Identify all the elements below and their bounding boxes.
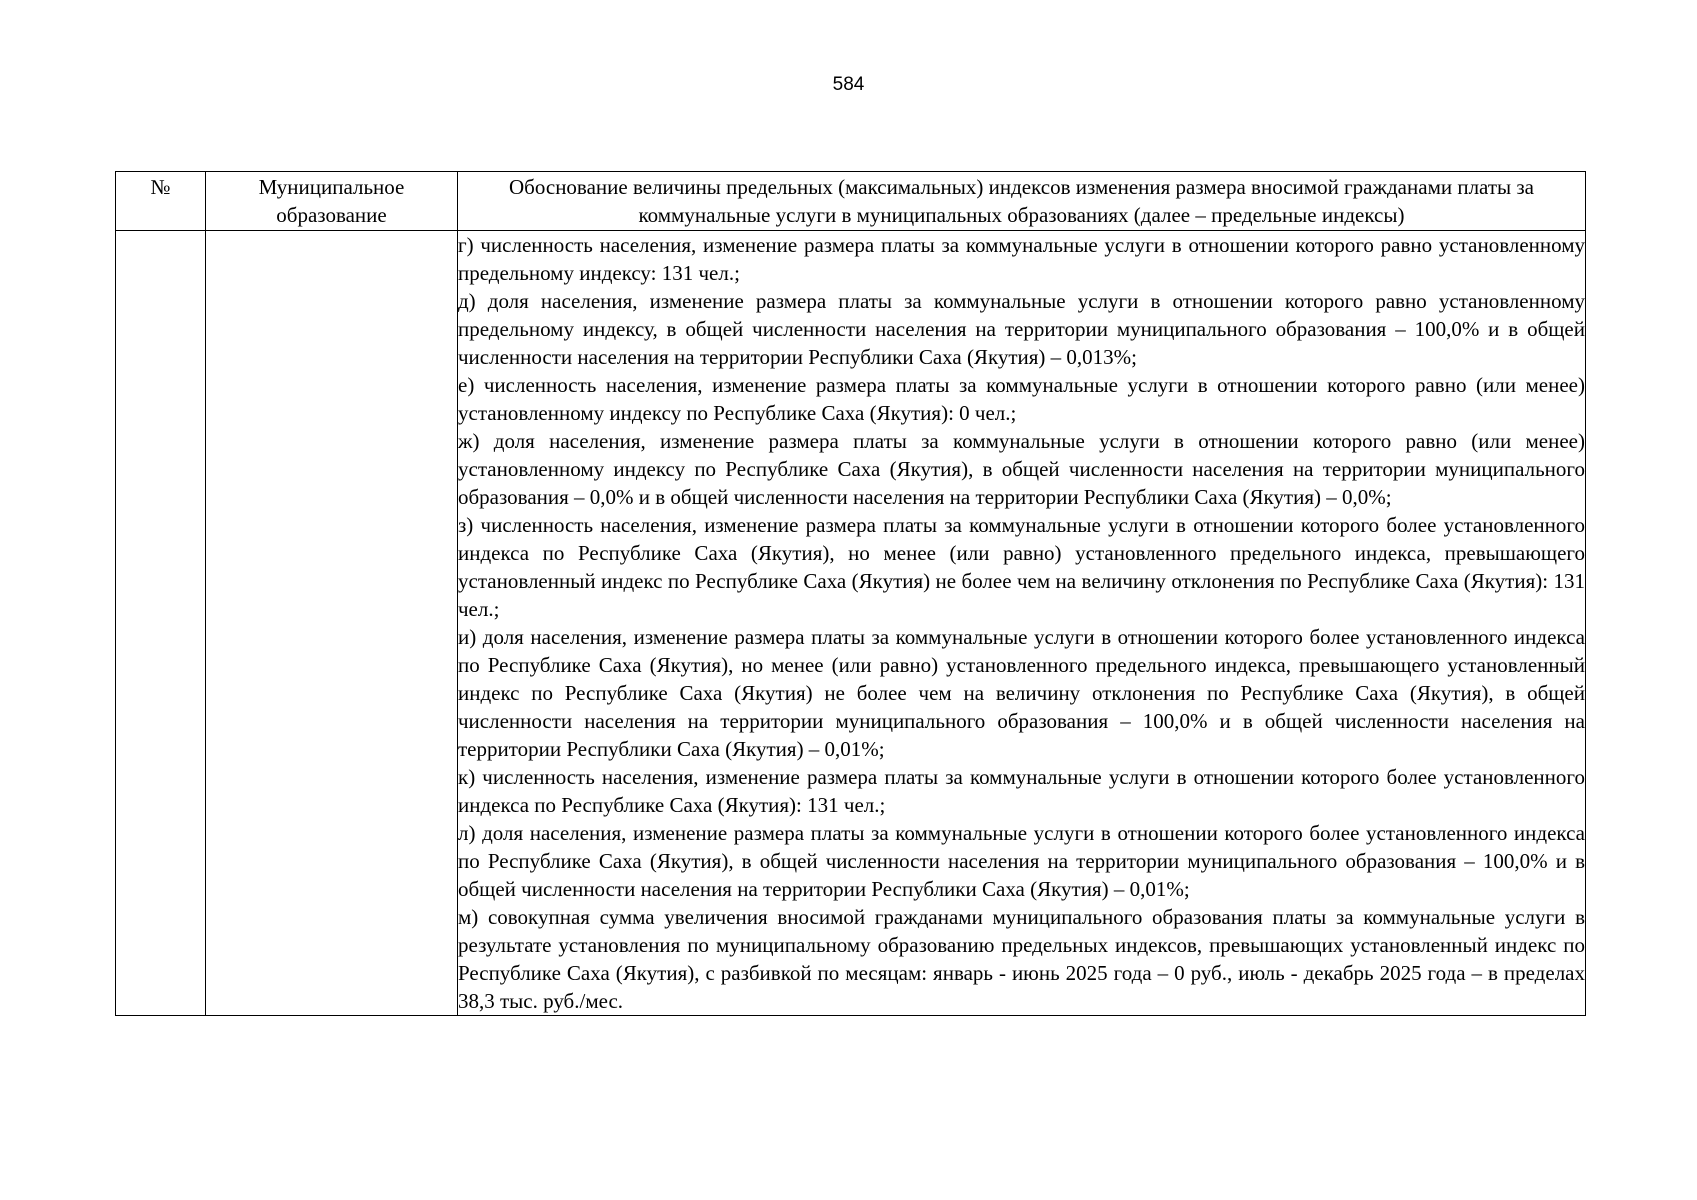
paragraph-z: з) численность населения, изменение размера платы за коммунальные услуги в отношении которого более установленного индекса по Республике Саха (Якутия), но менее (или равно) установленного предельного индекса, превышающего установленный индекс по Республике Саха (Якутия) не более чем на величину отклонения по Республике Саха (Якутия): 131 чел.; [458,513,1585,621]
paragraph-m: м) совокупная сумма увеличения вносимой гражданами муниципального образования платы за коммунальные услуги в результате установления по муниципальному образованию предельных индексов, превышающих установленный индекс по Республике Саха (Якутия), с разбивкой по месяцам: январь - июнь 2025 года – 0 руб., июль - декабрь 2025 года – в пределах 38,3 тыс. руб./мес. [458,905,1585,1013]
paragraph-zh: ж) доля населения, изменение размера платы за коммунальные услуги в отношении которого равно (или менее) установленному индексу по Республике Саха (Якутия), в общей численности населения на территории муниципального образования – 0,0% и в общей численности населения на территории Республики Саха (Якутия) – 0,0%; [458,429,1585,509]
cell-municipality [206,231,458,1016]
table-row [116,231,1586,1016]
page-number: 584 [832,74,865,95]
cell-number [116,231,206,1016]
paragraph-g: г) численность населения, изменение размера платы за коммунальные услуги в отношении которого равно установленному предельному индексу: 131 чел.; [458,233,1585,285]
header-municipality: Муниципальное образование [206,172,458,231]
header-number: № [116,172,206,231]
cell-justification [458,231,1586,1016]
paragraph-e: е) численность населения, изменение размера платы за коммунальные услуги в отношении которого равно (или менее) установленному индексу по Республике Саха (Якутия): 0 чел.; [458,373,1585,425]
paragraph-l: л) доля населения, изменение размера платы за коммунальные услуги в отношении которого более установленного индекса по Республике Саха (Якутия), в общей численности населения на территории муниципального образования – 100,0% и в общей численности населения на территории Республики Саха (Якутия) – 0,01%; [458,821,1585,901]
table-header-row [116,172,1586,231]
header-justification: Обоснование величины предельных (максимальных) индексов изменения размера вносимой гражданами платы за коммунальные услуги в муниципальных образованиях (далее – предельные индексы) [458,172,1586,231]
paragraph-i: и) доля населения, изменение размера платы за коммунальные услуги в отношении которого более установленного индекса по Республике Саха (Якутия), но менее (или равно) установленного предельного индекса, превышающего установленный индекс по Республике Саха (Якутия) не более чем на величину отклонения по Республике Саха (Якутия), в общей численности населения на территории муниципального образования – 100,0% и в общей численности населения на территории Республики Саха (Якутия) – 0,01%; [458,625,1585,761]
tariff-justification-table [115,171,1586,1016]
paragraph-k: к) численность населения, изменение размера платы за коммунальные услуги в отношении которого более установленного индекса по Республике Саха (Якутия): 131 чел.; [458,765,1585,817]
paragraph-d: д) доля населения, изменение размера платы за коммунальные услуги в отношении которого равно установленному предельному индексу, в общей численности населения на территории муниципального образования – 100,0% и в общей численности населения на территории Республики Саха (Якутия) – 0,013%; [458,289,1585,369]
